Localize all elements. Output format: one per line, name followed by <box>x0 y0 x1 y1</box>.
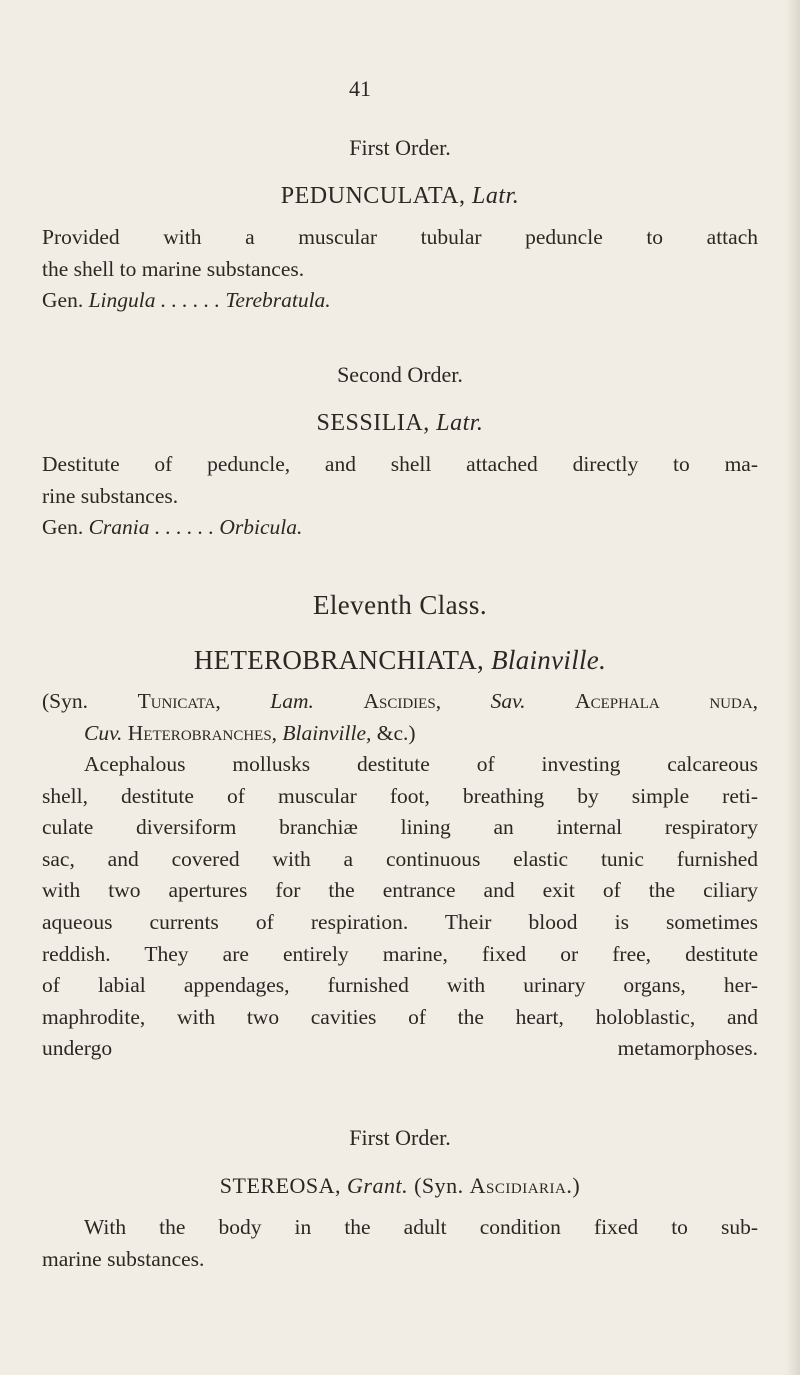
order-heading-2: Second Order. <box>337 362 463 387</box>
page-number: 41 <box>349 76 371 101</box>
sessilia-description: Destitute of peduncle, and shell attached directly to ma- rine substances. Gen. Crania . . . . . . Orbicula. <box>42 449 758 544</box>
pedunculata-description: Provided with a muscular tubular peduncle to attach the shell to marine substances. Gen. Lingula . . . . . . Terebratula. <box>42 222 758 317</box>
sessilia-genera: Gen. Crania . . . . . . Orbicula. <box>42 515 303 540</box>
suborder-title-pedunculata: PEDUNCULATA, Latr. <box>280 183 520 209</box>
synonyms <box>42 686 758 749</box>
stereosa-description: With the body in the adult condition fixed to sub- marine substances. <box>42 1215 758 1271</box>
pedunculata-genera: Gen. Lingula . . . . . . Terebratula. <box>42 288 331 313</box>
suborder-title-stereosa: STEREOSA, Grant. (Syn. Ascidiaria.) <box>219 1173 581 1198</box>
class-description: Acephalous mollusks destitute of investing calcareous shell, destitute of muscular foot, breathing by simple reti- culate diversiform branchiæ lining an internal respiratory sac, and covered with a continuous elastic tunic furnished with two apertures for the entrance and exit of the ciliary aqueous currents of respiration. Their blood is sometimes reddish. They are entirely marine, fixed or free, destitute of labial appendages, furnished with urinary organs, her- maphrodite, with two cavities of the heart, holoblastic, and undergo metamorphoses. <box>42 752 758 1061</box>
order-heading-3: First Order. <box>349 1125 451 1150</box>
class-title: HETEROBRANCHIATA, Blainville. <box>193 645 607 675</box>
suborder-title-sessilia: SESSILIA, Latr. <box>316 410 484 436</box>
order-heading-1: First Order. <box>349 135 451 160</box>
synonyms-line-1: (Syn. Tunicata, Lam. Ascidies, Sav. Acephala nuda, <box>42 689 759 713</box>
synonyms-line-2: Cuv. Heterobranches, Blainville, &c.) <box>84 720 416 745</box>
class-heading: Eleventh Class. <box>313 590 487 620</box>
